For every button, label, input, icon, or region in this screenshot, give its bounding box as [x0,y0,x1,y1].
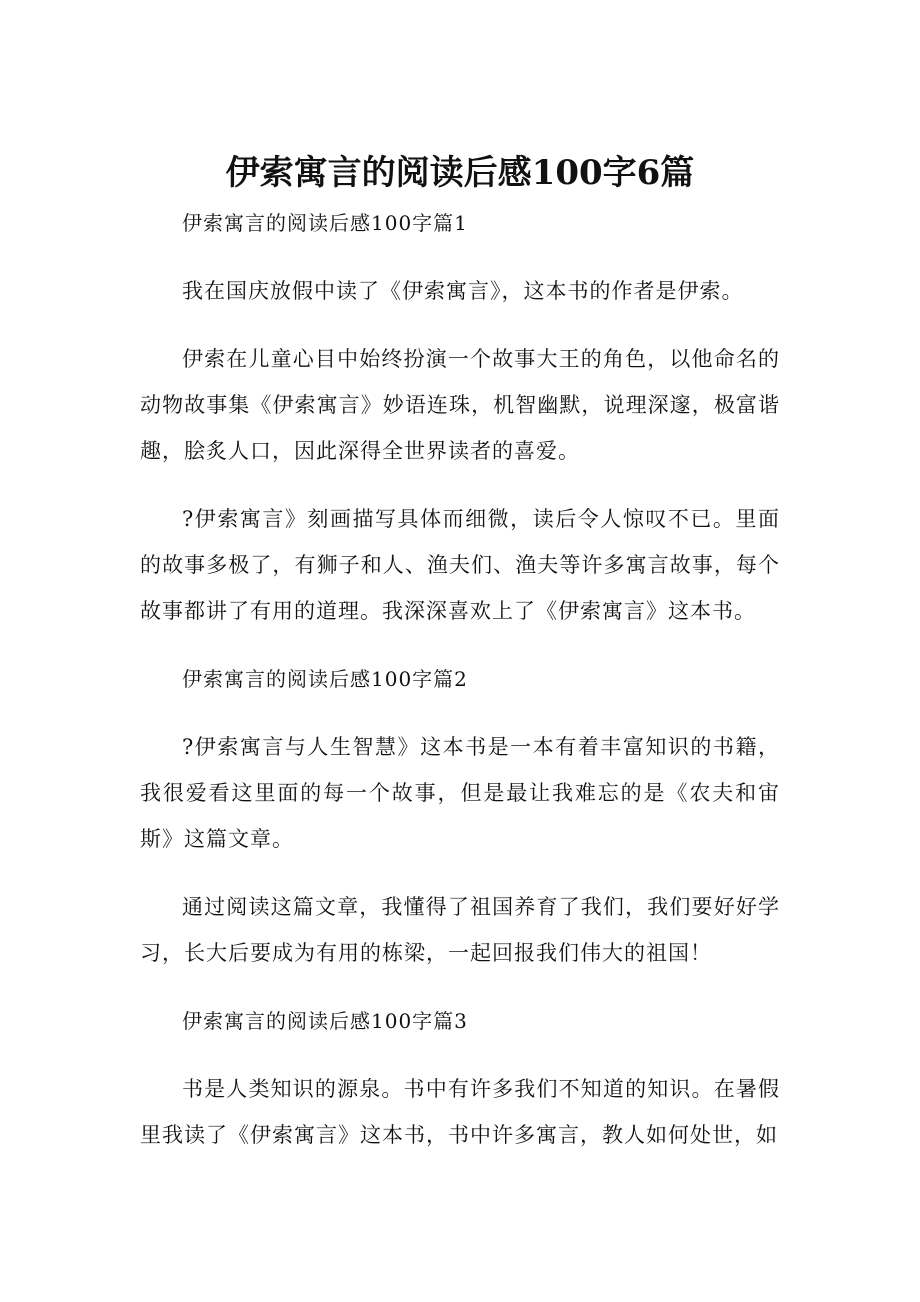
paragraph: ?伊索寓言》刻画描写具体而细微，读后令人惊叹不已。里面的故事多极了，有狮子和人、渔夫们、渔夫等许多寓言故事，每个故事都讲了有用的道理。我深深喜欢上了《伊索寓言》这本书。 [140,507,780,623]
section-heading-3: 伊索寓言的阅读后感100字篇3 [182,1009,468,1033]
paragraph: ?伊索寓言与人生智慧》这本书是一本有着丰富知识的书籍，我很爱看这里面的每一个故事，但是最让我难忘的是《农夫和宙斯》这篇文章。 [140,735,780,851]
document-title: 伊索寓言的阅读后感100字6篇 [225,153,695,193]
paragraph: 伊索在儿童心目中始终扮演一个故事大王的角色，以他命名的动物故事集《伊索寓言》妙语连珠，机智幽默，说理深邃，极富谐趣，脍炙人口，因此深得全世界读者的喜爱。 [140,347,780,463]
section-heading-2: 伊索寓言的阅读后感100字篇2 [182,667,468,691]
paragraph: 我在国庆放假中读了《伊索寓言》，这本书的作者是伊索。 [182,279,744,303]
document-body [140,200,780,1180]
section-heading-1: 伊索寓言的阅读后感100字篇1 [182,211,468,235]
paragraph: 书是人类知识的源泉。书中有许多我们不知道的知识。在暑假里我读了《伊索寓言》这本书，书中许多寓言，教人如何处世，如 [140,1077,780,1147]
paragraph: 通过阅读这篇文章，我懂得了祖国养育了我们，我们要好好学习，长大后要成为有用的栋梁，一起回报我们伟大的祖国！ [140,895,780,965]
